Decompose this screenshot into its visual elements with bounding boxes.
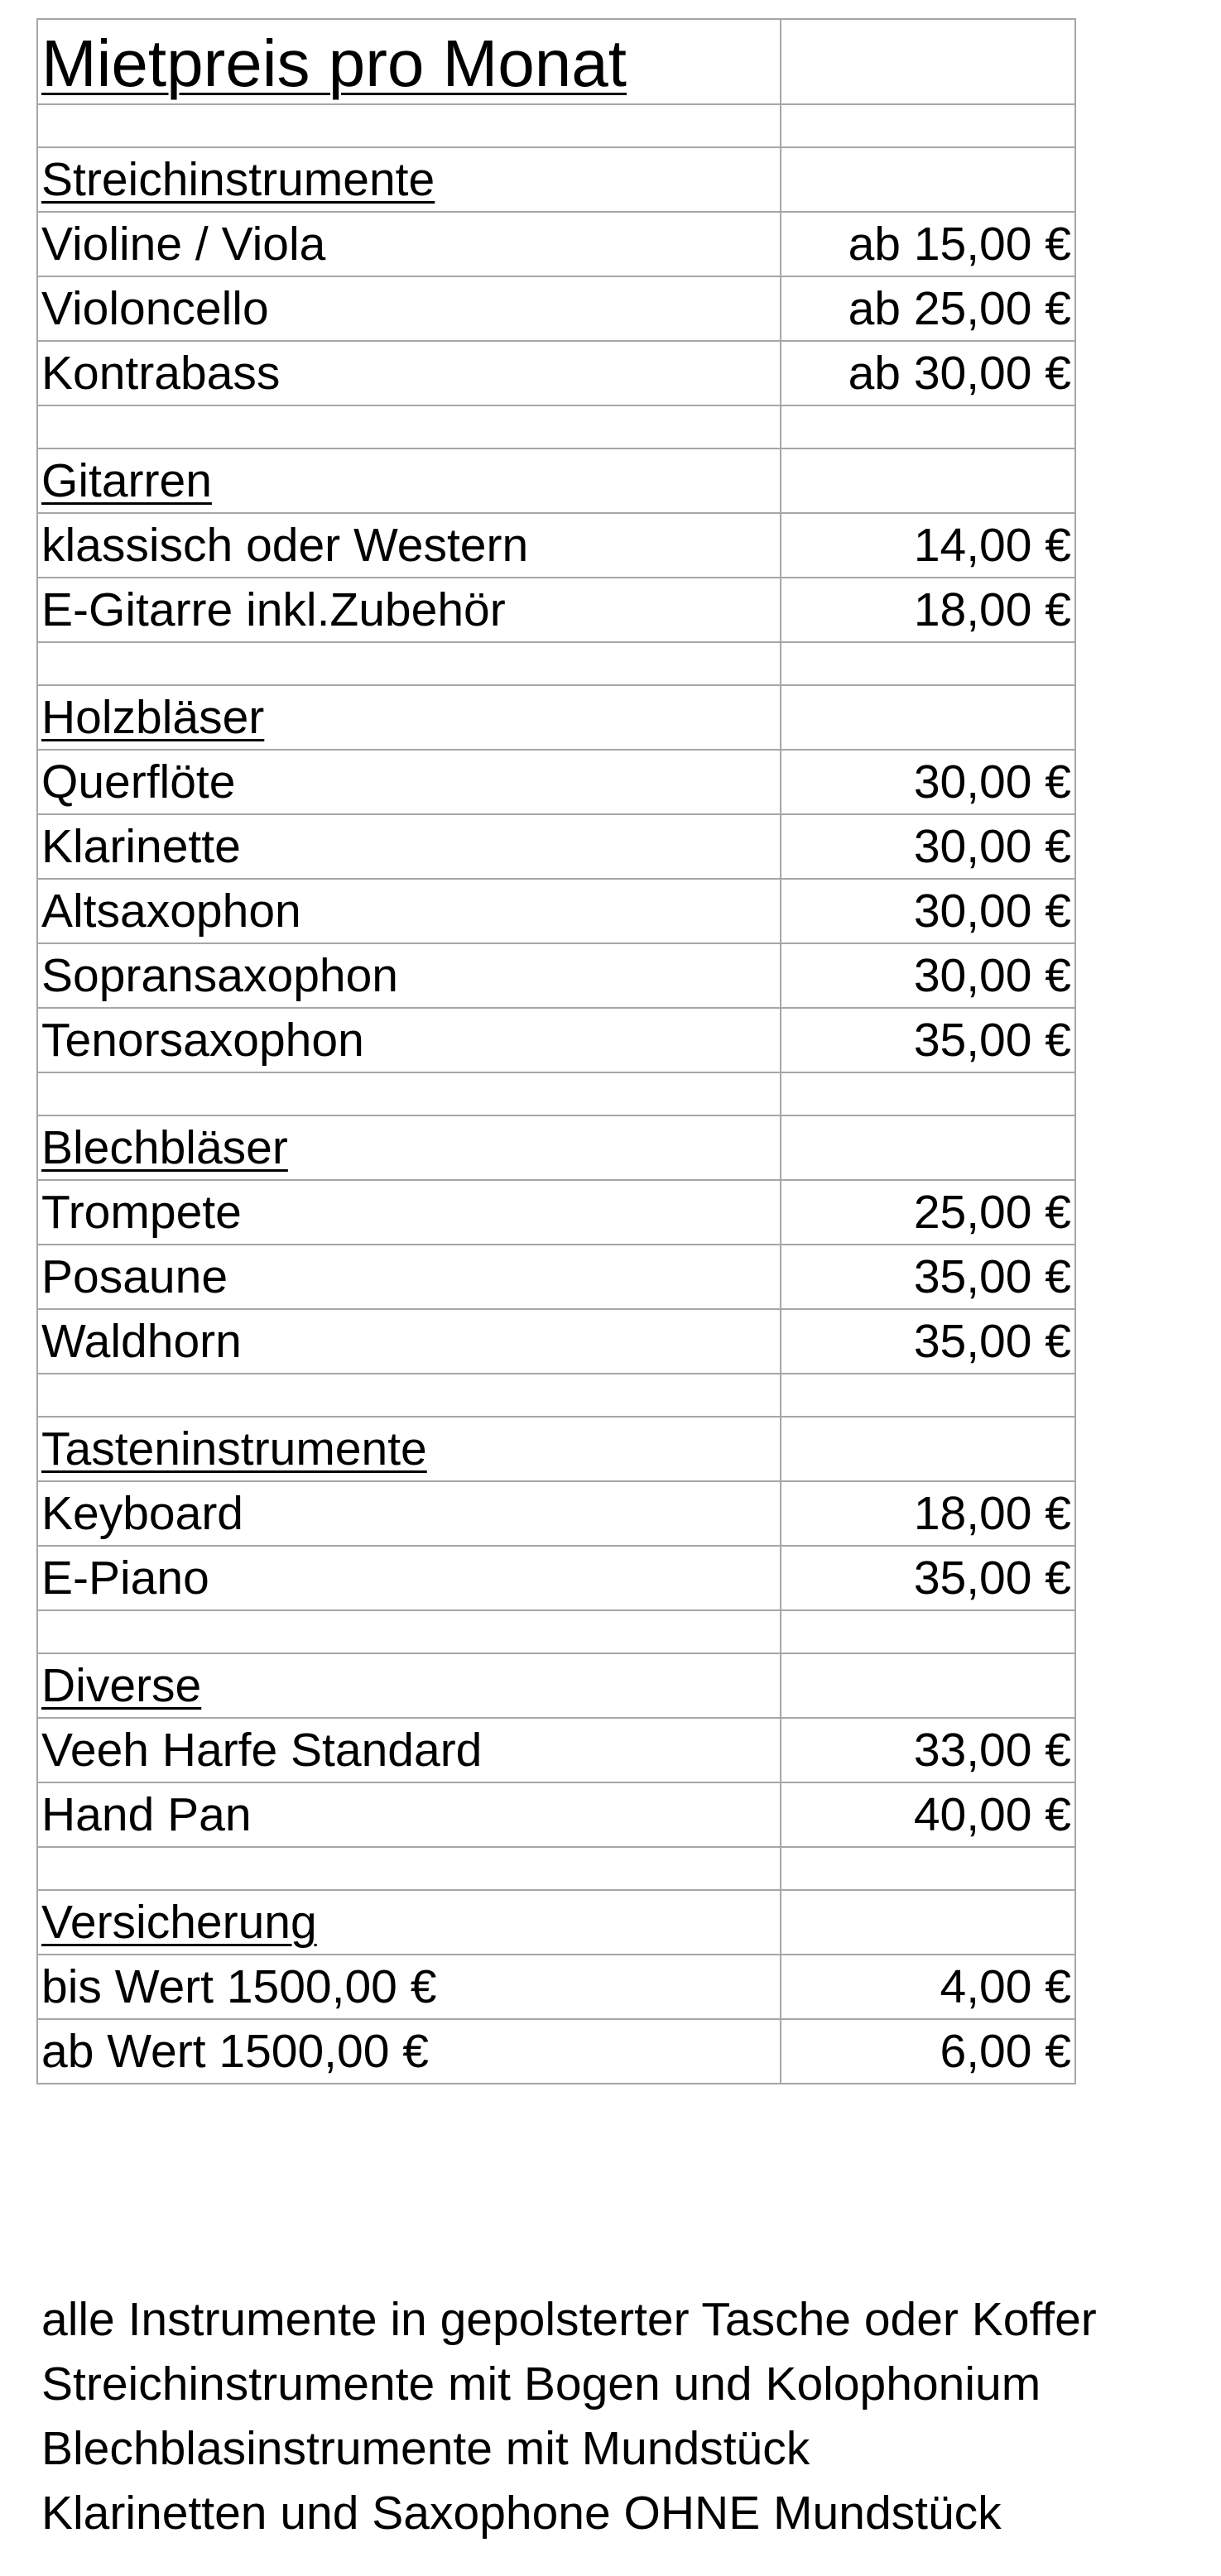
empty-cell: [37, 1374, 781, 1417]
item-name: Kontrabass: [37, 341, 781, 405]
category-heading: Blechbläser: [37, 1115, 781, 1180]
item-name: klassisch oder Western: [37, 513, 781, 578]
item-price: 25,00 €: [781, 1180, 1075, 1245]
empty-cell: [37, 642, 781, 685]
empty-cell: [781, 1890, 1075, 1955]
item-name: bis Wert 1500,00 €: [37, 1955, 781, 2019]
table-row: [37, 341, 1075, 405]
item-name: Altsaxophon: [37, 879, 781, 943]
note-line: alle Instrumente in gepolsterter Tasche oder Koffer: [41, 2293, 1097, 2346]
item-name: E-Piano: [37, 1546, 781, 1610]
empty-cell: [781, 147, 1075, 212]
empty-cell: [781, 1115, 1075, 1180]
price-table: [36, 18, 1076, 2084]
table-row: [37, 1245, 1075, 1309]
item-name: ab Wert 1500,00 €: [37, 2019, 781, 2084]
empty-cell: [781, 1374, 1075, 1417]
item-price: ab 25,00 €: [781, 276, 1075, 341]
category-heading: Versicherung: [37, 1890, 781, 1955]
category-row: [37, 1653, 1075, 1718]
table-row: [37, 2019, 1075, 2084]
category-heading: Holzbläser: [37, 685, 781, 750]
category-heading: Tasteninstrumente: [37, 1417, 781, 1481]
item-name: Tenorsaxophon: [37, 1008, 781, 1072]
table-row: [37, 1546, 1075, 1610]
empty-cell: [781, 1072, 1075, 1115]
item-price: 30,00 €: [781, 814, 1075, 879]
item-price: ab 30,00 €: [781, 341, 1075, 405]
table-row: [37, 1180, 1075, 1245]
item-name: E-Gitarre inkl.Zubehör: [37, 578, 781, 642]
table-row: [37, 1955, 1075, 2019]
note-line: Blechblasinstrumente mit Mundstück: [41, 2422, 810, 2475]
item-price: 40,00 €: [781, 1782, 1075, 1847]
item-price: 35,00 €: [781, 1245, 1075, 1309]
table-row: [37, 1481, 1075, 1546]
spacer-row: [37, 1072, 1075, 1115]
empty-cell: [37, 104, 781, 147]
item-name: Querflöte: [37, 750, 781, 814]
empty-cell: [37, 1610, 781, 1653]
empty-cell: [781, 1417, 1075, 1481]
empty-cell: [37, 405, 781, 449]
category-row: [37, 685, 1075, 750]
empty-cell: [781, 405, 1075, 449]
item-price: 33,00 €: [781, 1718, 1075, 1782]
item-price: 35,00 €: [781, 1309, 1075, 1374]
note-line: Klarinetten und Saxophone OHNE Mundstück: [41, 2487, 1002, 2540]
note-line: Streichinstrumente mit Bogen und Kolophonium: [41, 2358, 1041, 2411]
table-row: [37, 1008, 1075, 1072]
price-table-body: [37, 19, 1075, 2084]
spacer-row: [37, 405, 1075, 449]
item-name: Violine / Viola: [37, 212, 781, 276]
item-price: 4,00 €: [781, 1955, 1075, 2019]
table-row: [37, 879, 1075, 943]
empty-cell: [781, 642, 1075, 685]
item-name: Waldhorn: [37, 1309, 781, 1374]
category-row: [37, 1115, 1075, 1180]
category-heading: Gitarren: [37, 449, 781, 513]
table-row: [37, 943, 1075, 1008]
item-price: 35,00 €: [781, 1546, 1075, 1610]
category-row: [37, 449, 1075, 513]
category-heading: Diverse: [37, 1653, 781, 1718]
table-row: [37, 578, 1075, 642]
item-name: Veeh Harfe Standard: [37, 1718, 781, 1782]
empty-cell: [781, 1610, 1075, 1653]
empty-cell: [37, 1072, 781, 1115]
item-price: 30,00 €: [781, 943, 1075, 1008]
spacer-row: [37, 1847, 1075, 1890]
item-price: 30,00 €: [781, 750, 1075, 814]
page-title: Mietpreis pro Monat: [37, 19, 781, 104]
title-price-cell: [781, 19, 1075, 104]
table-row: [37, 750, 1075, 814]
item-name: Sopransaxophon: [37, 943, 781, 1008]
empty-cell: [781, 1847, 1075, 1890]
item-name: Violoncello: [37, 276, 781, 341]
item-name: Hand Pan: [37, 1782, 781, 1847]
item-name: Klarinette: [37, 814, 781, 879]
spacer-row: [37, 642, 1075, 685]
item-price: 18,00 €: [781, 578, 1075, 642]
item-price: 6,00 €: [781, 2019, 1075, 2084]
table-row: [37, 1309, 1075, 1374]
table-row: [37, 814, 1075, 879]
category-row: [37, 1890, 1075, 1955]
empty-cell: [37, 1847, 781, 1890]
table-row: [37, 276, 1075, 341]
item-price: ab 15,00 €: [781, 212, 1075, 276]
item-name: Keyboard: [37, 1481, 781, 1546]
table-row: [37, 1782, 1075, 1847]
empty-cell: [781, 449, 1075, 513]
category-row: [37, 1417, 1075, 1481]
item-name: Trompete: [37, 1180, 781, 1245]
title-row: [37, 19, 1075, 104]
spacer-row: [37, 1374, 1075, 1417]
empty-cell: [781, 685, 1075, 750]
item-price: 30,00 €: [781, 879, 1075, 943]
empty-cell: [781, 1653, 1075, 1718]
table-row: [37, 1718, 1075, 1782]
item-price: 18,00 €: [781, 1481, 1075, 1546]
table-row: [37, 513, 1075, 578]
item-name: Posaune: [37, 1245, 781, 1309]
item-price: 14,00 €: [781, 513, 1075, 578]
spacer-row: [37, 1610, 1075, 1653]
category-heading: Streichinstrumente: [37, 147, 781, 212]
category-row: [37, 147, 1075, 212]
empty-cell: [781, 104, 1075, 147]
item-price: 35,00 €: [781, 1008, 1075, 1072]
table-row: [37, 212, 1075, 276]
spacer-row: [37, 104, 1075, 147]
notes-block: [41, 2287, 1209, 2545]
